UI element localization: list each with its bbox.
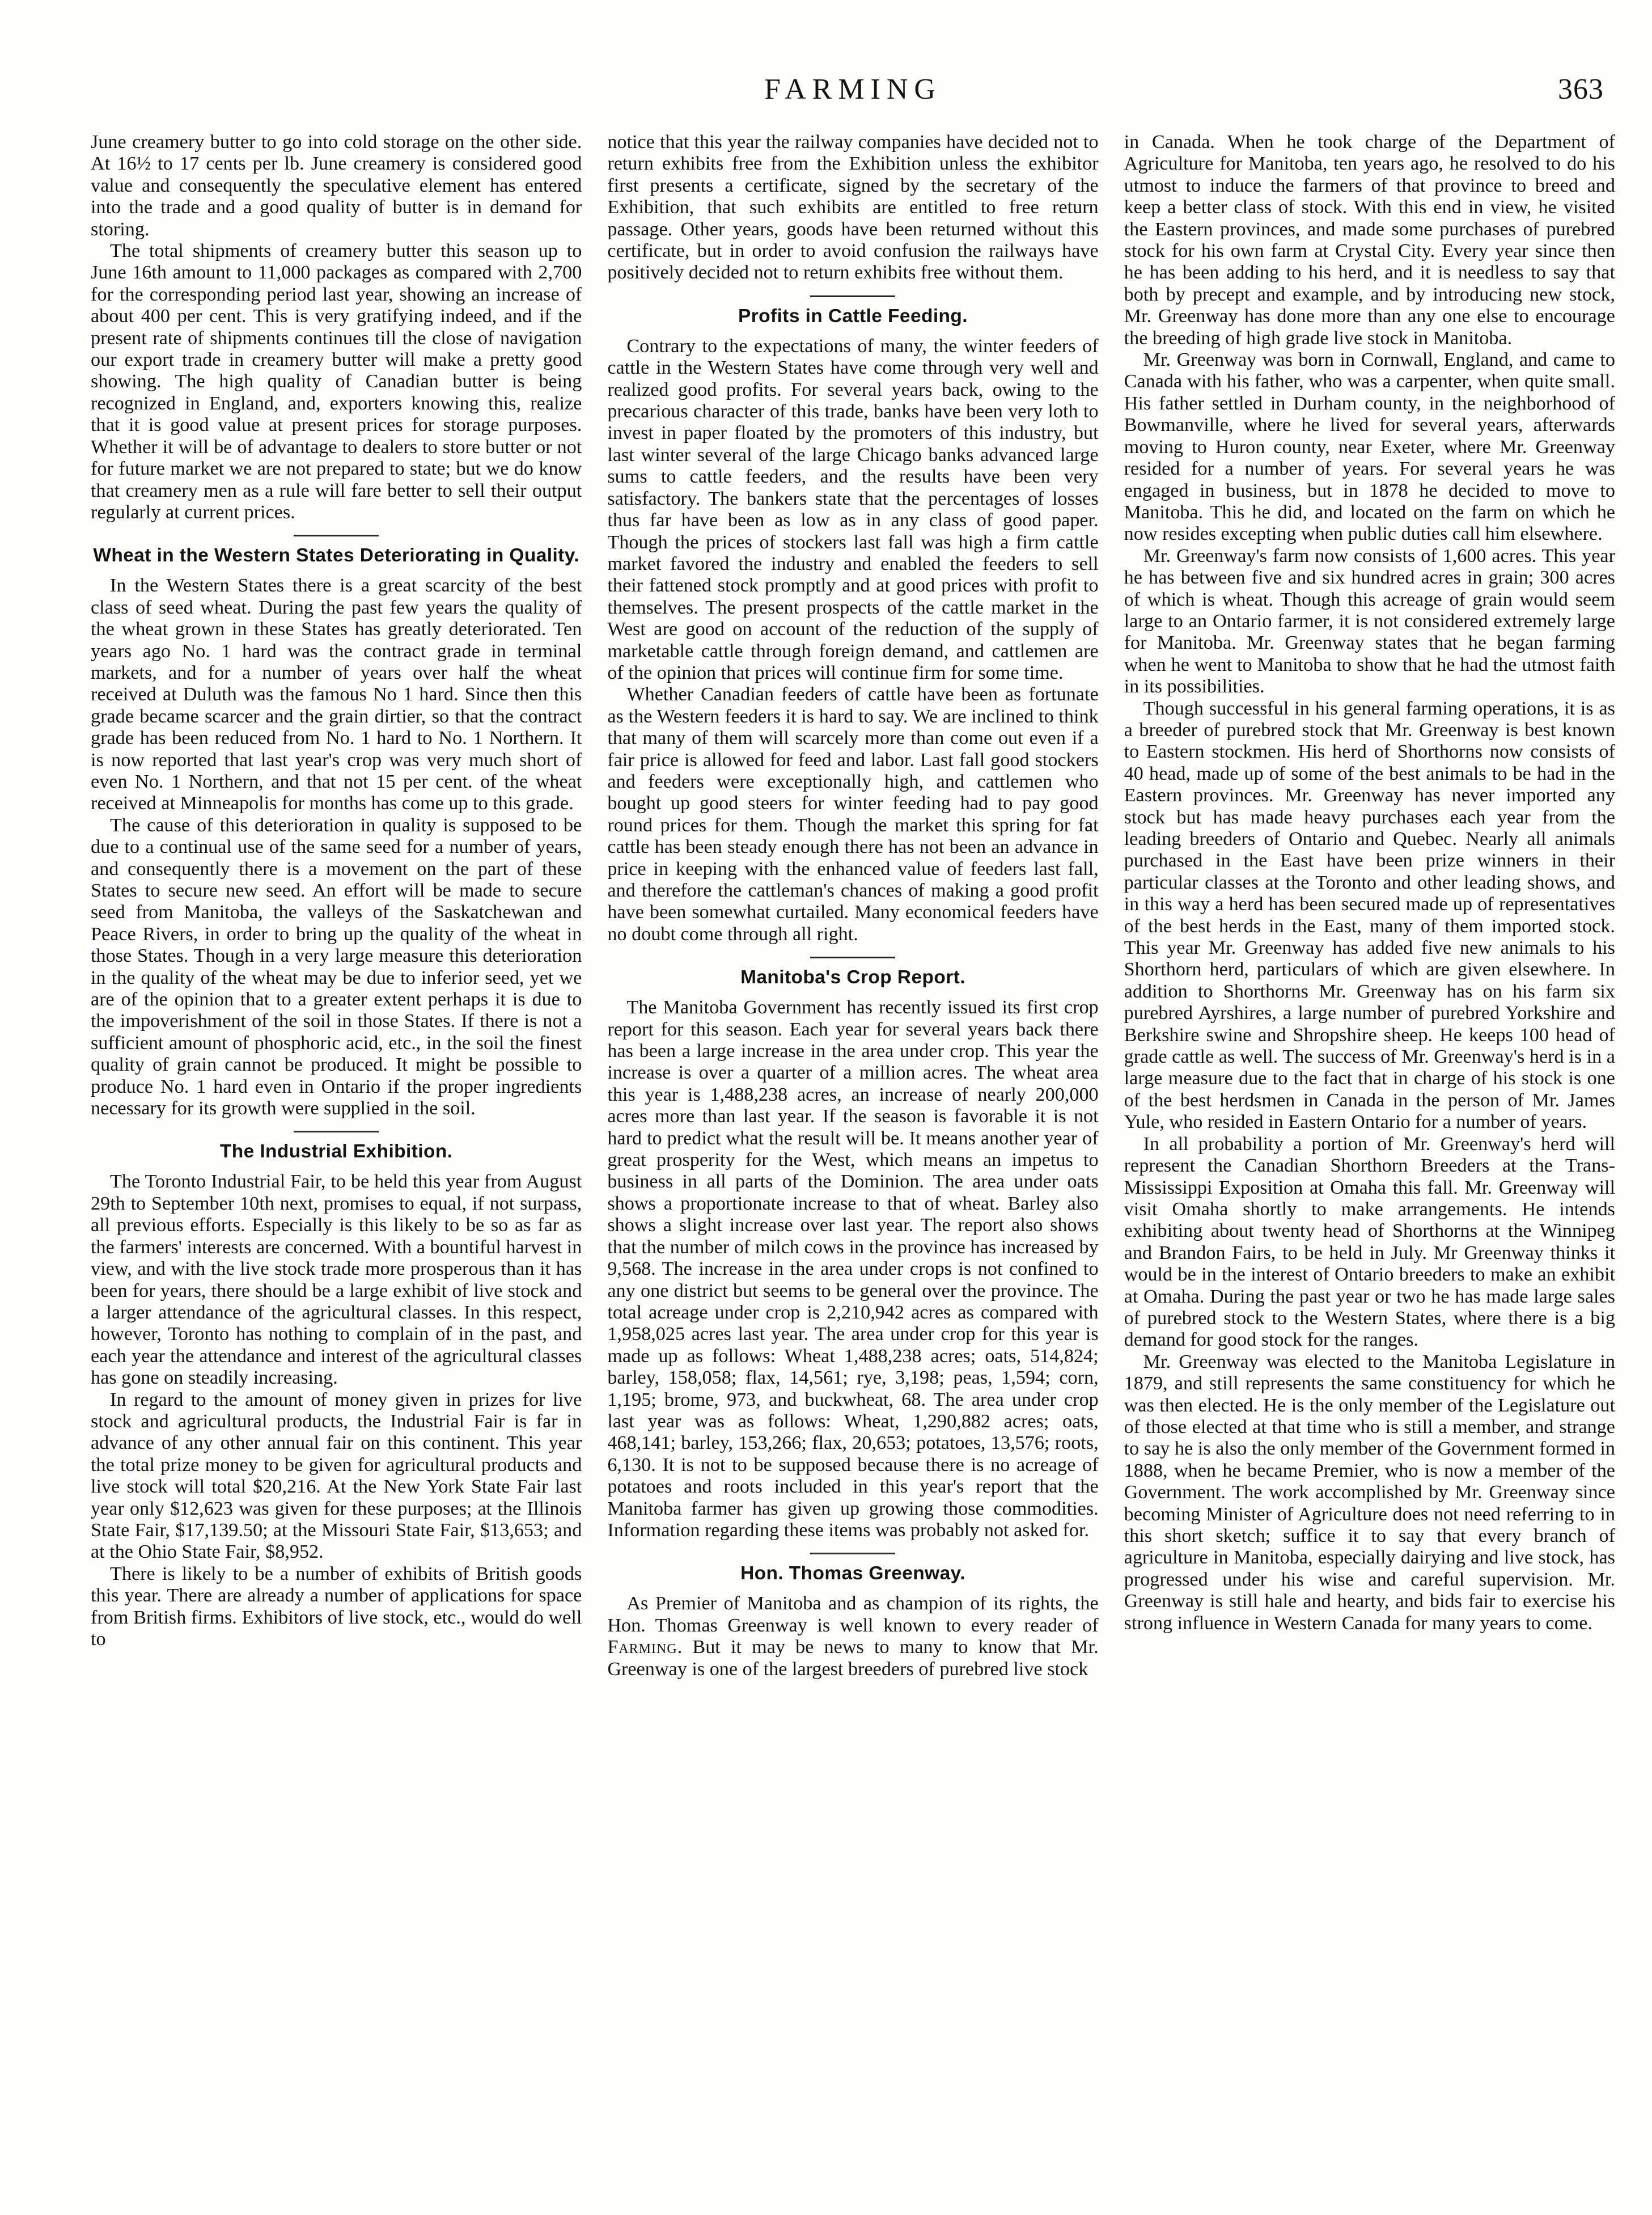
section-heading-wheat: Wheat in the Western States Deteriorating in Quality.	[93, 545, 579, 567]
article-paragraph: The total shipments of creamery butter this season up to June 16th amount to 11,000 packages as compared with 2,700 for the corresponding period last year, showing an increase of about 400 per cent. This is very gratifying indeed, and if the present rate of shipments continues till the close of navigation our export trade in creamery butter will make a pretty good showing. The high quality of Canadian butter is being recognized in England, and, exporters knowing this, realize that it is good value at present prices for storage purposes. Whether it will be of advantage to dealers to store butter or not for future market we are not prepared to state; but we do know that creamery men as a rule will fare better to sell their output regularly at current prices.	[91, 240, 582, 523]
article-paragraph: The Toronto Industrial Fair, to be held this year from August 29th to September 10th next, promises to equal, if not surpass, all previous efforts. Especially is this likely to be so as far as the farmers' interests are concerned. With a bountiful harvest in view, and with the live stock trade more prosperous than it has been for years, there should be a large exhibit of live stock and a larger attendance of the agricultural classes. In this respect, however, Toronto has nothing to complain of in the past, and each year the attendance and interest of the agricultural classes has gone on steadily increasing.	[91, 1171, 582, 1389]
section-divider	[810, 957, 895, 958]
article-paragraph: Though successful in his general farming operations, it is as a breeder of purebred stock that Mr. Greenway is best known to Eastern stockmen. His herd of Shorthorns now consists of 40 head, made up of some of the best animals to be had in the Eastern provinces. Mr. Greenway has never imported any stock but has made heavy purchases each year from the leading breeders of Ontario and Quebec. Nearly all animals purchased in the East have been prize winners in their particular classes at the Toronto and other leading shows, and in this way a herd has been secured made up of representatives of the best herds in the East, many of them imported stock. This year Mr. Greenway has added five new animals to his Shorthorn herd, particulars of which are given elsewhere. In addition to Shorthorns Mr. Greenway has on his farm six purebred Ayrshires, a large number of purebred Yorkshire and Berkshire swine and Shropshire sheep. He keeps 100 head of grade cattle as well. The success of Mr. Greenway's herd is in a large measure due to the fact that in charge of his stock is one of the best herdsmen in Canada in the person of Mr. James Yule, who resided in Eastern Ontario for a number of years.	[1124, 698, 1615, 1133]
article-paragraph	[607, 1593, 1098, 1680]
article-paragraph: In regard to the amount of money given in prizes for live stock and agricultural products, the Industrial Fair is far in advance of any other annual fair on this continent. This year the total prize money to be given for agricultural products and live stock will total $20,216. At the New York State Fair last year only $12,623 was given for these purposes; at the Illinois State Fair, $17,139.50; at the Missouri State Fair, $13,653; and at the Ohio State Fair, $8,952.	[91, 1389, 582, 1563]
article-paragraph: June creamery butter to go into cold storage on the other side. At 16½ to 17 cents per lb. June creamery is considered good value and consequently the speculative element has entered into the trade and a good quality of butter is in demand for storing.	[91, 132, 582, 240]
column-2	[607, 132, 1098, 2167]
section-divider	[810, 295, 895, 297]
running-title: FARMING	[764, 73, 942, 105]
article-paragraph: notice that this year the railway companies have decided not to return exhibits free from the Exhibition unless the exhibitor first presents a certificate, signed by the secretary of the Exhibition, that such exhibits are entitled to free return passage. Other years, goods have been returned without this certificate, but in order to avoid confusion the railways have positively decided not to return exhibits free without them.	[607, 132, 1099, 284]
section-divider	[294, 1131, 379, 1132]
section-heading-profits: Profits in Cattle Feeding.	[738, 305, 968, 327]
article-paragraph: Whether Canadian feeders of cattle have been as fortunate as the Western feeders it is hard to say. We are inclined to think that many of them will scarcely more than come out even if a fair price is allowed for feed and labor. Last fall good stockers and feeders were exceptionally high, and cattlemen who bought up good steers for winter feeding had to pay good round prices for them. Though the market this spring for fat cattle has been steady enough there has not been an advance in price in keeping with the enhanced value of feeders last fall, and therefore the cattleman's chances of making a good profit have been somewhat curtailed. Many economical feeders have no doubt come through all right.	[607, 684, 1099, 945]
section-heading-manitoba: Manitoba's Crop Report.	[740, 967, 965, 988]
article-columns	[91, 132, 1615, 2167]
article-paragraph: Mr. Greenway's farm now consists of 1,600 acres. This year he has between five and six hundred acres in grain; 300 acres of which is wheat. Though this acreage of grain would seem large to an Ontario farmer, it is not considered extremely large for Manitoba. Mr. Greenway states that he began farming when he went to Manitoba to show that he had the utmost faith in its possibilities.	[1124, 545, 1615, 698]
page-number: 363	[1558, 73, 1604, 105]
section-heading-greenway: Hon. Thomas Greenway.	[740, 1563, 965, 1584]
article-paragraph: In the Western States there is a great scarcity of the best class of seed wheat. During the past few years the quality of the wheat grown in these States has greatly deteriorated. Ten years ago No. 1 hard was the contract grade in terminal markets, and for a number of years over half the wheat received at Duluth was the famous No 1 hard. Since then this grade became scarcer and the grain dirtier, so that the contract grade has been reduced from No. 1 hard to No. 1 Northern. It is now reported that last year's crop was very much short of even No. 1 Northern, and that not 15 per cent. of the wheat received at Minneapolis for months has come up to this grade.	[91, 575, 582, 814]
article-paragraph: There is likely to be a number of exhibits of British goods this year. There are already a number of applications for space from British firms. Exhibitors of live stock, etc., would do well to	[91, 1563, 582, 1650]
section-heading-exhibition: The Industrial Exhibition.	[219, 1141, 453, 1163]
article-paragraph: Mr. Greenway was born in Cornwall, England, and came to Canada with his father, who was a carpenter, when quite small. His father settled in Durham county, in the neighborhood of Bowmanville, where he lived for several years, afterwards moving to Huron county, near Exeter, where Mr. Greenway resided for a number of years. For several years he was engaged in business, but in 1878 he decided to move to Manitoba. This he did, and located on the farm on which he now resides excepting when public duties call him elsewhere.	[1124, 349, 1615, 545]
magazine-name: Farming	[607, 1637, 677, 1658]
article-paragraph: Mr. Greenway was elected to the Manitoba Legislature in 1879, and still represents the same constituency for which he was then elected. He is the only member of the Legislature out of those elected at that time who is still a member, and strange to say he is also the only member of the Government formed in 1888, when he became Premier, who is now a member of the Government. The work accomplished by Mr. Greenway since becoming Minister of Agriculture does not need referring to in this short sketch; suffice it to say that every branch of agriculture in Manitoba, especially dairying and live stock, has progressed under his wise and careful supervision. Mr. Greenway is still hale and hearty, and bids fair to exercise his strong influence in Western Canada for many years to come.	[1124, 1351, 1615, 1634]
greenway-text-a: As Premier of Manitoba and as champion of its rights, the Hon. Thomas Greenway is well known to every reader of	[607, 1593, 1099, 1636]
article-paragraph: Contrary to the expectations of many, the winter feeders of cattle in the Western States have come through very well and realized good profits. For several years back, owing to the precarious character of this trade, banks have been very loth to invest in paper floated by the promoters of this industry, but last winter several of the large Chicago banks advanced large sums to cattle feeders, and the results have been very satisfactory. The bankers state that the percentages of losses thus far have been as low as in any class of good paper. Though the prices of stockers last fall was high a firm cattle market favored the industry and enabled the feeders to sell their fattened stock promptly and at good prices with profit to themselves. The present prospects of the cattle market in the West are good on account of the reduction of the supply of marketable cattle through foreign demand, and cattlemen are of the opinion that prices will continue firm for some time.	[607, 335, 1099, 683]
section-divider	[294, 535, 379, 536]
column-3	[1124, 132, 1615, 2167]
greenway-text-b: . But it may be news to many to know that Mr. Greenway is one of the largest breeders of purebred live stock	[607, 1637, 1099, 1680]
article-paragraph: In all probability a portion of Mr. Greenway's herd will represent the Canadian Shorthorn Breeders at the Trans-Mississippi Exposition at Omaha this fall. Mr. Greenway will visit Omaha shortly to make arrangements. He intends exhibiting about twenty head of Shorthorns at the Winnipeg and Brandon Fairs, to be held in July. Mr Greenway thinks it would be in the interest of Ontario breeders to make an exhibit at Omaha. During the past year or two he has made large sales of purebred stock to the Western States, where there is a big demand for good stock for the ranges.	[1124, 1133, 1615, 1351]
section-divider	[810, 1553, 895, 1554]
article-paragraph: in Canada. When he took charge of the Department of Agriculture for Manitoba, ten years ago, he resolved to do his utmost to induce the farmers of that province to breed and keep a better class of stock. With this end in view, he visited the Eastern provinces, and made some purchases of purebred stock for his own farm at Crystal City. Every year since then he has been adding to his herd, and it is needless to say that both by precept and example, and by introducing new stock, Mr. Greenway has done more than any one else to encourage the breeding of high grade live stock in Manitoba.	[1124, 132, 1615, 349]
article-paragraph: The cause of this deterioration in quality is supposed to be due to a continual use of the same seed for a number of years, and consequently there is a movement on the part of these States to secure new seed. An effort will be made to secure seed from Manitoba, the valleys of the Saskatchewan and Peace Rivers, in order to bring up the quality of the wheat in those States. Though in a very large measure this deterioration in the quality of the wheat may be due to inferior seed, yet we are of the opinion that to a greater extent perhaps it is due to the impoverishment of the soil in those States. If there is not a sufficient amount of phosphoric acid, etc., in the soil the finest quality of grain cannot be produced. It might be possible to produce No. 1 hard even in Ontario if the proper ingredients necessary for its growth were supplied in the soil.	[91, 814, 582, 1119]
article-paragraph: The Manitoba Government has recently issued its first crop report for this season. Each year for several years back there has been a large increase in the area under crop. This year the increase is over a quarter of a million acres. The wheat area this year is 1,488,238 acres, an increase of nearly 200,000 acres more than last year. If the season is favorable it is not hard to predict what the result will be. It means another year of great prosperity for the West, which means an impetus to business in all parts of the Dominion. The area under oats shows a proportionate increase to that of wheat. Barley also shows a slight increase over last year. The report also shows that the number of milch cows in the province has increased by 9,568. The increase in the area under crops is not confined to any one district but seems to be general over the province. The total acreage under crop is 2,210,942 acres as compared with 1,958,025 acres last year. The area under crop for this year is made up as follows: Wheat 1,488,238 acres; oats, 514,824; barley, 158,058; flax, 14,561; rye, 3,198; peas, 1,594; corn, 1,195; brome, 973, and buckwheat, 68. The area under crop last year was as follows: Wheat, 1,290,882 acres; oats, 468,141; barley, 153,266; flax, 20,653; potatoes, 13,576; roots, 6,130. It is not to be supposed because there is no acreage of potatoes and roots included in this year's report that the Manitoba farmer has given up growing those commodities. Information regarding these items was probably not asked for.	[607, 997, 1099, 1541]
column-1	[91, 132, 582, 2167]
running-header	[91, 73, 1615, 118]
